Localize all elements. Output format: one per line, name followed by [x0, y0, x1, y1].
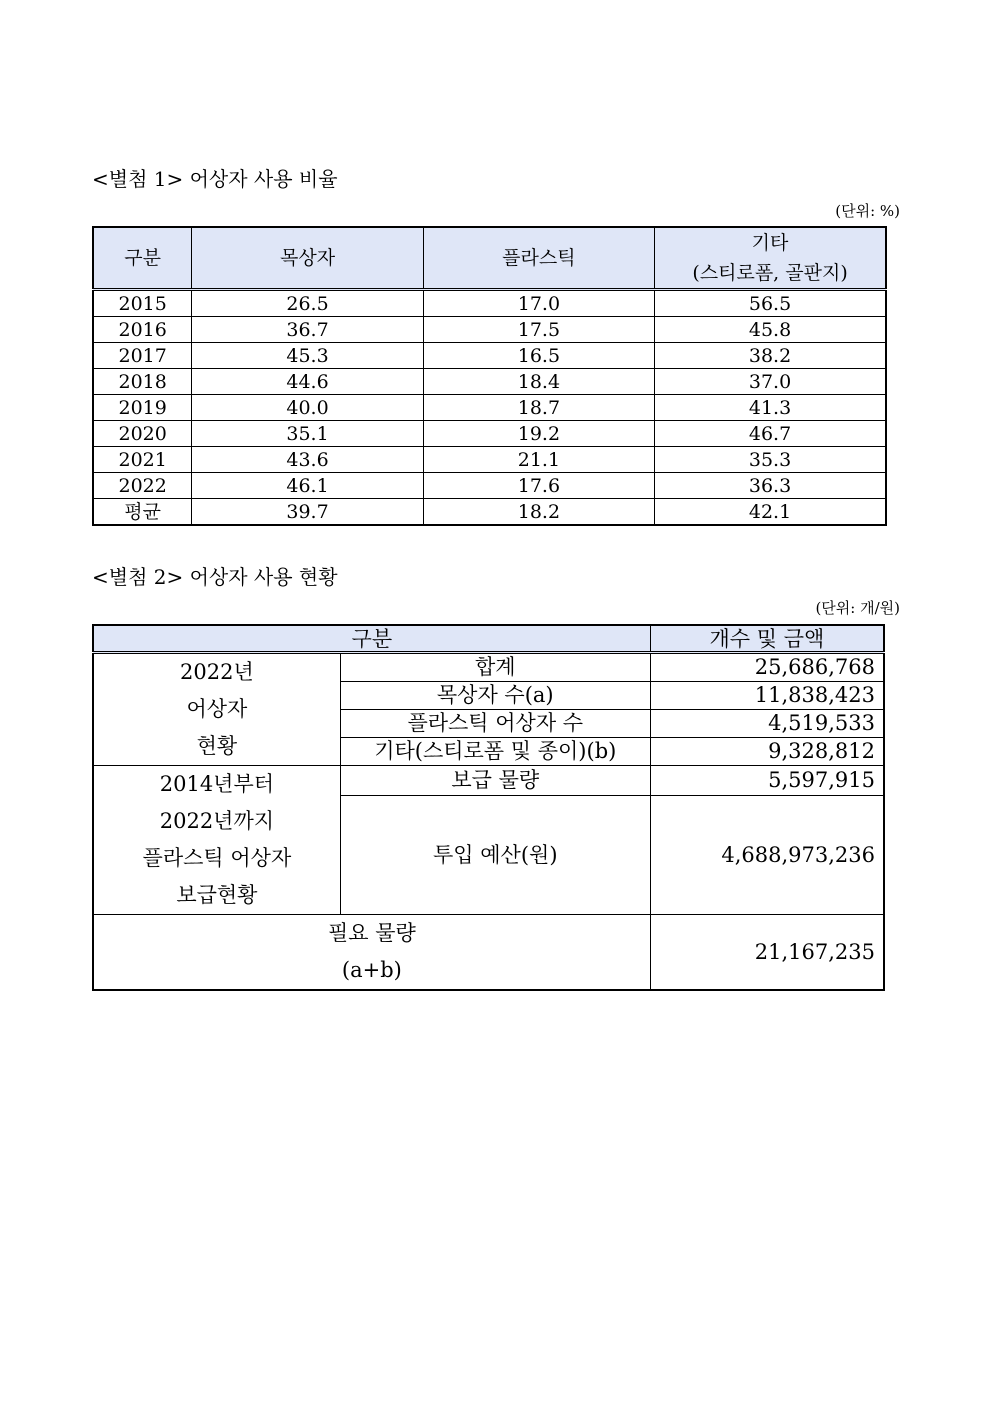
- item-value: 25,686,768: [650, 653, 884, 682]
- group2-label-line: 보급현황: [176, 883, 258, 907]
- plastic-cell: 18.4: [423, 369, 654, 395]
- year-cell: 2018: [93, 369, 192, 395]
- section1-title: <별첨 1> 어상자 사용 비율: [92, 167, 338, 191]
- item-value: 4,688,973,236: [650, 796, 884, 915]
- header-category: 구분: [93, 625, 650, 653]
- table-row: [93, 653, 884, 682]
- table-row-required: [93, 915, 884, 991]
- group1-label-line: 2022년: [180, 660, 254, 684]
- year-cell: 2016: [93, 317, 192, 343]
- year-cell: 2022: [93, 473, 192, 499]
- wood-cell: 43.6: [192, 447, 423, 473]
- item-value: 11,838,423: [650, 682, 884, 710]
- header-plastic: 플라스틱: [423, 227, 654, 290]
- wood-cell: 26.5: [192, 290, 423, 317]
- plastic-cell: 21.1: [423, 447, 654, 473]
- other-cell: 37.0: [655, 369, 886, 395]
- year-cell: 2015: [93, 290, 192, 317]
- group2-label: [93, 766, 340, 915]
- item-label: 합계: [340, 653, 650, 682]
- plastic-cell: 19.2: [423, 421, 654, 447]
- other-cell: 41.3: [655, 395, 886, 421]
- header-wood: 목상자: [192, 227, 423, 290]
- group2-label-line: 2014년부터: [159, 772, 275, 796]
- plastic-cell: 16.5: [423, 343, 654, 369]
- header-category: 구분: [93, 227, 192, 290]
- item-label: 목상자 수(a): [340, 682, 650, 710]
- year-cell: 평균: [93, 499, 192, 526]
- other-cell: 56.5: [655, 290, 886, 317]
- usage-status-table: [92, 624, 885, 991]
- year-cell: 2021: [93, 447, 192, 473]
- header-amount: 개수 및 금액: [650, 625, 884, 653]
- section2-title: <별첨 2> 어상자 사용 현황: [92, 565, 338, 589]
- table-row: [93, 473, 886, 499]
- section1-unit: (단위: %): [835, 202, 900, 220]
- header-other: [655, 227, 886, 290]
- other-cell: 46.7: [655, 421, 886, 447]
- table-row-average: [93, 499, 886, 526]
- plastic-cell: 18.2: [423, 499, 654, 526]
- item-value: 4,519,533: [650, 710, 884, 738]
- table-row: [93, 317, 886, 343]
- other-cell: 42.1: [655, 499, 886, 526]
- year-cell: 2019: [93, 395, 192, 421]
- wood-cell: 39.7: [192, 499, 423, 526]
- table-row: [93, 343, 886, 369]
- required-label-line1: 필요 물량: [327, 921, 416, 945]
- item-label: 플라스틱 어상자 수: [340, 710, 650, 738]
- plastic-cell: 18.7: [423, 395, 654, 421]
- group1-label-line: 현황: [196, 734, 238, 758]
- required-label: [93, 915, 650, 991]
- item-value: 5,597,915: [650, 766, 884, 796]
- wood-cell: 40.0: [192, 395, 423, 421]
- plastic-cell: 17.0: [423, 290, 654, 317]
- usage-ratio-table: [92, 226, 887, 526]
- plastic-cell: 17.6: [423, 473, 654, 499]
- item-label: 보급 물량: [340, 766, 650, 796]
- other-cell: 45.8: [655, 317, 886, 343]
- group2-label-line: 2022년까지: [159, 809, 275, 833]
- wood-cell: 46.1: [192, 473, 423, 499]
- table-row: [93, 766, 884, 796]
- required-value: 21,167,235: [650, 915, 884, 991]
- wood-cell: 36.7: [192, 317, 423, 343]
- table-row: [93, 369, 886, 395]
- other-cell: 36.3: [655, 473, 886, 499]
- wood-cell: 35.1: [192, 421, 423, 447]
- year-cell: 2020: [93, 421, 192, 447]
- table-row: [93, 395, 886, 421]
- year-cell: 2017: [93, 343, 192, 369]
- plastic-cell: 17.5: [423, 317, 654, 343]
- group1-label: [93, 653, 340, 766]
- required-label-line2: (a+b): [341, 958, 402, 982]
- item-value: 9,328,812: [650, 738, 884, 766]
- wood-cell: 45.3: [192, 343, 423, 369]
- header-other-line1: 기타: [751, 232, 789, 254]
- section2-unit: (단위: 개/원): [815, 599, 900, 617]
- group2-label-line: 플라스틱 어상자: [142, 846, 292, 870]
- item-label: 기타(스티로폼 및 종이)(b): [340, 738, 650, 766]
- wood-cell: 44.6: [192, 369, 423, 395]
- other-cell: 38.2: [655, 343, 886, 369]
- table-row: [93, 290, 886, 317]
- group1-label-line: 어상자: [186, 697, 248, 721]
- table-row: [93, 421, 886, 447]
- header-other-line2: (스티로폼, 골판지): [692, 262, 848, 284]
- other-cell: 35.3: [655, 447, 886, 473]
- table-row: [93, 447, 886, 473]
- item-label: 투입 예산(원): [340, 796, 650, 915]
